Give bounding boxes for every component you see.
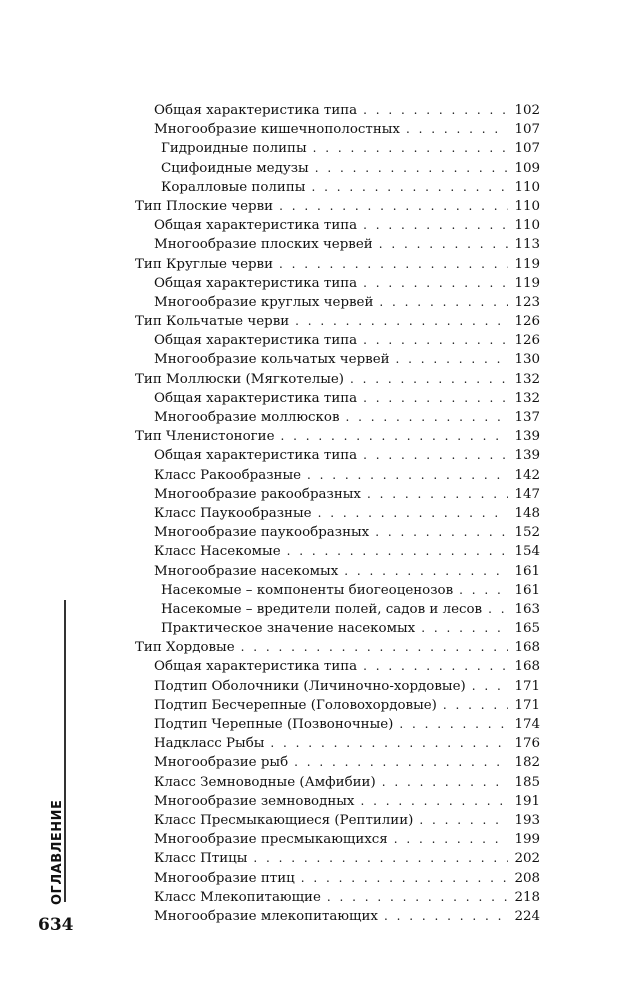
dot-leader [253,849,508,868]
dot-leader [350,370,508,389]
dot-leader [379,293,508,312]
dot-leader [295,312,508,331]
toc-entry [135,849,540,868]
toc-entry-page: 119 [514,275,540,291]
dot-leader [443,696,509,715]
toc-entry-title: Тип Членистоногие [135,429,275,445]
toc-entry-title: Класс Паукообразные [154,505,312,521]
toc-entry-page: 107 [514,141,540,157]
toc-entry [135,255,540,274]
toc-entry [135,696,540,715]
toc-entry [135,485,540,504]
toc-entry-page: 126 [514,333,540,349]
toc-entry [135,120,540,139]
toc-entry-title: Многообразие моллюсков [154,410,340,425]
page-number: 634 [38,915,74,935]
toc-entry [135,869,540,888]
dot-leader [279,197,508,216]
dot-leader [301,869,509,888]
toc-entry-page: 168 [514,659,540,675]
toc-entry-page: 154 [514,544,540,560]
toc-entry-title: Класс Пресмыкающиеся (Рептилии) [154,812,414,828]
toc-entry [135,888,540,907]
toc-entry [135,600,540,619]
dot-leader [419,811,508,830]
toc-entry-page: 147 [514,486,540,502]
dot-leader [363,101,508,120]
toc-entry-page: 142 [514,467,540,483]
toc-entry [135,523,540,542]
dot-leader [363,274,508,293]
toc-entry [135,389,540,408]
toc-entry-title: Коралловые полипы [161,179,306,195]
toc-entry-page: 110 [514,198,540,214]
dot-leader [384,907,508,926]
toc-entry-page: 176 [514,736,540,752]
toc-entry [135,677,540,696]
toc-entry-title: Практическое значение насекомых [161,621,416,637]
toc-entry-title: Сцифоидные медузы [161,160,309,176]
toc-entry-title: Подтип Оболочники (Личиночно-хордовые) [154,678,466,694]
toc-entry-page: 171 [514,697,540,713]
dot-leader [318,504,509,523]
dot-leader [313,139,509,158]
toc-entry-title: Многообразие пресмыкающихся [154,832,388,848]
toc-entry-page: 202 [514,851,540,867]
toc-entry-page: 165 [514,621,540,637]
toc-entry-page: 174 [514,717,540,732]
dot-leader [421,619,508,638]
toc-entry-title: Насекомые – компоненты биогеоценозов [161,582,454,598]
toc-entry-page: 199 [514,832,540,848]
toc-entry-title: Тип Моллюски (Мягкотелые) [135,371,345,387]
dot-leader [459,581,508,600]
dot-leader [399,715,508,734]
toc-entry [135,542,540,561]
toc-entry-title: Класс Ракообразные [154,467,302,483]
toc-entry-title: Многообразие млекопитающих [154,908,378,924]
toc-entry [135,504,540,523]
toc-entry [135,830,540,849]
toc-entry [135,197,540,216]
table-of-contents [135,101,540,926]
toc-entry-title: Подтип Черепные (Позвоночные) [154,717,394,732]
toc-entry-page: 110 [514,218,540,234]
toc-entry [135,773,540,792]
toc-entry-page: 139 [514,429,540,445]
dot-leader [363,216,508,235]
toc-entry [135,139,540,158]
toc-entry [135,446,540,465]
toc-entry-page: 148 [514,505,540,521]
toc-entry [135,408,540,427]
toc-entry-title: Общая характеристика типа [154,103,358,118]
toc-entry-title: Общая характеристика типа [154,333,358,349]
toc-entry-title: Общая характеристика типа [154,275,358,291]
toc-entry [135,235,540,254]
toc-entry [135,159,540,178]
toc-entry-title: Тип Хордовые [135,640,235,656]
dot-leader [345,408,508,427]
toc-entry-title: Многообразие ракообразных [154,486,361,502]
toc-entry [135,657,540,676]
toc-entry-page: 130 [514,352,540,368]
toc-entry-title: Многообразие земноводных [154,793,355,809]
toc-entry [135,715,540,734]
toc-entry-page: 193 [514,812,540,828]
toc-entry [135,293,540,312]
toc-entry-title: Тип Плоские черви [135,198,274,214]
toc-entry [135,216,540,235]
toc-entry-page: 224 [514,908,540,924]
toc-entry-title: Общая характеристика типа [154,448,358,464]
toc-entry-title: Общая характеристика типа [154,659,358,675]
toc-entry [135,792,540,811]
toc-entry-title: Многообразие насекомых [154,563,339,579]
toc-entry [135,581,540,600]
dot-leader [382,773,509,792]
dot-leader [279,255,508,274]
toc-entry-page: 161 [514,563,540,579]
toc-entry-page: 113 [514,237,540,253]
dot-leader [367,485,508,504]
section-label: ОГЛАВЛЕНИЕ [50,799,65,905]
toc-entry [135,619,540,638]
toc-entry-title: Подтип Бесчерепные (Головохордовые) [154,697,437,713]
toc-entry-page: 185 [514,774,540,790]
toc-entry-page: 191 [514,793,540,809]
toc-entry-page: 218 [514,889,540,905]
toc-entry-title: Гидроидные полипы [161,141,307,157]
dot-leader [294,753,508,772]
toc-entry-page: 171 [514,678,540,694]
toc-entry-page: 208 [514,870,540,886]
dot-leader [270,734,508,753]
toc-entry-title: Общая характеристика типа [154,390,358,406]
toc-entry-page: 102 [514,103,540,118]
toc-entry [135,331,540,350]
toc-entry [135,562,540,581]
toc-entry [135,312,540,331]
toc-entry-page: 132 [514,371,540,387]
toc-entry-page: 107 [514,122,540,138]
toc-entry-title: Класс Земноводные (Амфибии) [154,774,376,790]
toc-entry-title: Тип Круглые черви [135,256,274,272]
dot-leader [360,792,508,811]
dot-leader [375,523,508,542]
toc-entry-page: 168 [514,640,540,656]
dot-leader [396,350,509,369]
dot-leader [281,427,509,446]
dot-leader [311,178,508,197]
toc-entry-title: Многообразие кишечнополостных [154,122,400,138]
toc-entry-page: 126 [514,314,540,330]
toc-entry-title: Тип Кольчатые черви [135,314,290,330]
toc-entry-page: 161 [514,582,540,598]
dot-leader [307,466,508,485]
toc-entry [135,370,540,389]
dot-leader [379,235,509,254]
dot-leader [363,331,508,350]
toc-entry-title: Класс Птицы [154,851,248,867]
toc-entry-page: 110 [514,179,540,195]
dot-leader [363,657,508,676]
toc-entry-title: Класс Насекомые [154,544,281,560]
dot-leader [363,446,508,465]
toc-entry [135,466,540,485]
dot-leader [315,159,509,178]
toc-entry-title: Многообразие рыб [154,755,289,771]
toc-entry-title: Многообразие паукообразных [154,525,370,541]
dot-leader [344,562,508,581]
toc-entry [135,101,540,120]
dot-leader [394,830,509,849]
toc-entry-page: 109 [514,160,540,176]
toc-entry [135,178,540,197]
toc-entry-title: Многообразие кольчатых червей [154,352,390,368]
dot-leader [406,120,508,139]
toc-entry-page: 119 [514,256,540,272]
toc-entry-page: 163 [514,601,540,617]
toc-entry [135,638,540,657]
toc-entry-page: 182 [514,755,540,771]
dot-leader [241,638,509,657]
toc-entry [135,427,540,446]
dot-leader [287,542,509,561]
toc-entry [135,350,540,369]
toc-entry-title: Насекомые – вредители полей, садов и лесов [161,601,483,617]
toc-entry-title: Надкласс Рыбы [154,736,265,752]
toc-entry-page: 137 [514,410,540,425]
toc-entry [135,753,540,772]
dot-leader [327,888,509,907]
dot-leader [472,677,509,696]
toc-entry-title: Многообразие птиц [154,870,295,886]
toc-entry-title: Общая характеристика типа [154,218,358,234]
toc-entry-page: 132 [514,390,540,406]
dot-leader [488,600,508,619]
toc-entry [135,274,540,293]
toc-entry-title: Многообразие плоских червей [154,237,373,253]
toc-entry [135,907,540,926]
toc-entry-page: 152 [514,525,540,541]
toc-entry-page: 139 [514,448,540,464]
toc-entry [135,811,540,830]
toc-entry-title: Класс Млекопитающие [154,889,321,905]
toc-entry [135,734,540,753]
toc-entry-title: Многообразие круглых червей [154,294,374,310]
dot-leader [363,389,508,408]
toc-entry-page: 123 [514,294,540,310]
